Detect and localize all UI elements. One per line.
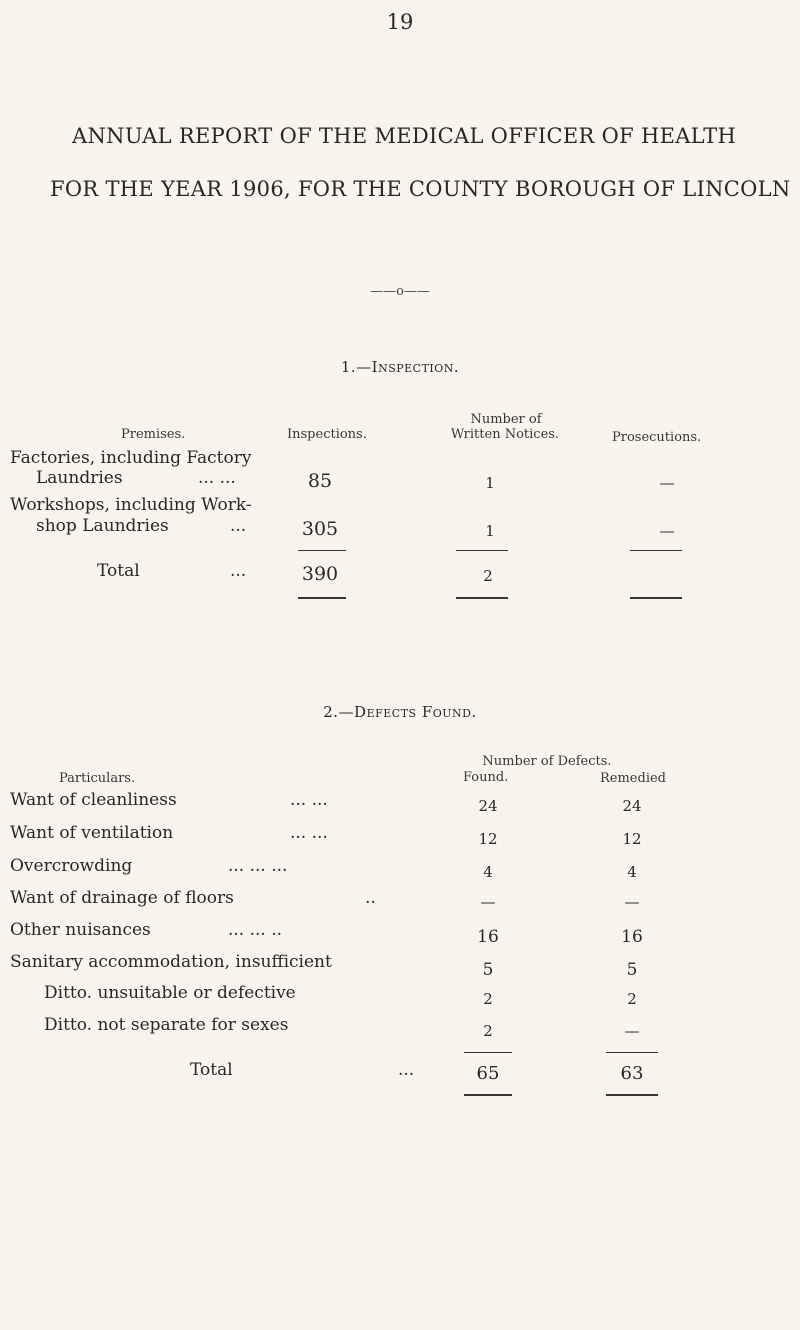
inspection-total-inspections: 390 (301, 563, 339, 585)
header-inspections: Inspections. (287, 427, 367, 442)
defect-row-drainage-remedied: — (624, 893, 640, 911)
defects-total-found: 65 (476, 1063, 500, 1084)
remedied-sum-rule (606, 1052, 658, 1053)
page-number: 19 (386, 10, 414, 34)
defect-row-overcrowding-remedied: 4 (627, 863, 637, 881)
header-number-of-defects: Number of Defects. (482, 754, 612, 769)
defect-row-cleanliness-leader: ... ... (290, 790, 328, 810)
defect-row-ventilation-remedied: 12 (622, 830, 642, 848)
defects-total-leader: ... (398, 1060, 415, 1080)
found-total-rule (464, 1094, 512, 1096)
defect-row-sanitary-insufficient-found: 5 (482, 960, 494, 980)
row-workshops-prosecutions: — (659, 522, 675, 540)
header-particulars: Particulars. (59, 771, 136, 786)
row-factories-prosecutions: — (659, 474, 675, 492)
header-found: Found. (463, 770, 509, 785)
defect-row-overcrowding-label: Overcrowding (10, 856, 133, 876)
report-title-line-2: FOR THE YEAR 1906, FOR THE COUNTY BOROUGH OF LINCOLN (50, 177, 791, 201)
row-factories-inspections: 85 (307, 470, 333, 492)
notices-sum-rule (456, 550, 508, 551)
defect-row-sanitary-insufficient-label: Sanitary accommodation, insufficient (10, 952, 332, 972)
header-prosecutions: Prosecutions. (612, 430, 702, 445)
row-workshops-inspections: 305 (301, 518, 339, 540)
defects-heading: 2.—Defects Found. (323, 703, 477, 721)
defect-row-cleanliness-found: 24 (478, 797, 498, 815)
row-workshops-label-line-2: shop Laundries (36, 516, 169, 536)
defect-row-ventilation-found: 12 (478, 830, 498, 848)
defect-row-not-separate-found: 2 (483, 1022, 493, 1040)
defect-row-other-nuisances-remedied: 16 (621, 927, 643, 947)
found-sum-rule (464, 1052, 512, 1053)
defect-row-overcrowding-leader: ... ... ... (228, 856, 288, 876)
defect-row-drainage-leader: .. (365, 888, 376, 908)
defect-row-ventilation-label: Want of ventilation (10, 823, 174, 843)
defect-row-drainage-label: Want of drainage of floors (10, 888, 234, 908)
report-title-line-1: ANNUAL REPORT OF THE MEDICAL OFFICER OF HEALTH (72, 124, 737, 148)
defects-total-remedied: 63 (620, 1063, 644, 1084)
defect-row-cleanliness-label: Want of cleanliness (10, 790, 177, 810)
inspections-total-rule (298, 597, 346, 599)
defect-row-not-separate-label: Ditto. not separate for sexes (44, 1015, 289, 1035)
header-premises: Premises. (121, 427, 186, 442)
header-notices-line-2: Written Notices. (450, 427, 560, 442)
inspection-total-notices: 2 (483, 567, 493, 585)
defect-row-ventilation-leader: ... ... (290, 823, 328, 843)
notices-total-rule (456, 597, 508, 599)
row-workshops-leader: ... (230, 516, 247, 536)
defect-row-other-nuisances-label: Other nuisances (10, 920, 151, 940)
row-factories-notices: 1 (485, 474, 495, 492)
inspection-heading: 1.—Inspection. (340, 358, 460, 376)
defect-row-sanitary-unsuitable-found: 2 (483, 990, 493, 1008)
inspection-total-label: Total (97, 561, 140, 581)
row-factories-leader: ... ... (198, 468, 236, 488)
row-workshops-label-line-1: Workshops, including Work- (10, 495, 252, 515)
ornamental-separator: ——o—— (370, 284, 430, 299)
defect-row-other-nuisances-leader: ... ... .. (228, 920, 283, 940)
defect-row-other-nuisances-found: 16 (477, 927, 499, 947)
header-remedied: Remedied (600, 771, 666, 786)
defect-row-overcrowding-found: 4 (483, 863, 493, 881)
defect-row-sanitary-unsuitable-remedied: 2 (627, 990, 637, 1008)
defect-row-sanitary-insufficient-remedied: 5 (626, 960, 638, 980)
inspection-total-leader: ... (230, 561, 247, 581)
inspections-sum-rule (298, 550, 346, 551)
defect-row-not-separate-remedied: — (624, 1022, 640, 1040)
row-factories-label-line-1: Factories, including Factory (10, 448, 252, 468)
remedied-total-rule (606, 1094, 658, 1096)
row-workshops-notices: 1 (485, 522, 495, 540)
prosecutions-total-rule (630, 597, 682, 599)
defect-row-cleanliness-remedied: 24 (622, 797, 642, 815)
defect-row-drainage-found: — (480, 893, 496, 911)
row-factories-label-line-2: Laundries (36, 468, 123, 488)
header-notices-line-1: Number of (470, 412, 542, 427)
defect-row-sanitary-unsuitable-label: Ditto. unsuitable or defective (44, 983, 296, 1003)
defects-total-label: Total (190, 1060, 233, 1080)
prosecutions-sum-rule (630, 550, 682, 551)
